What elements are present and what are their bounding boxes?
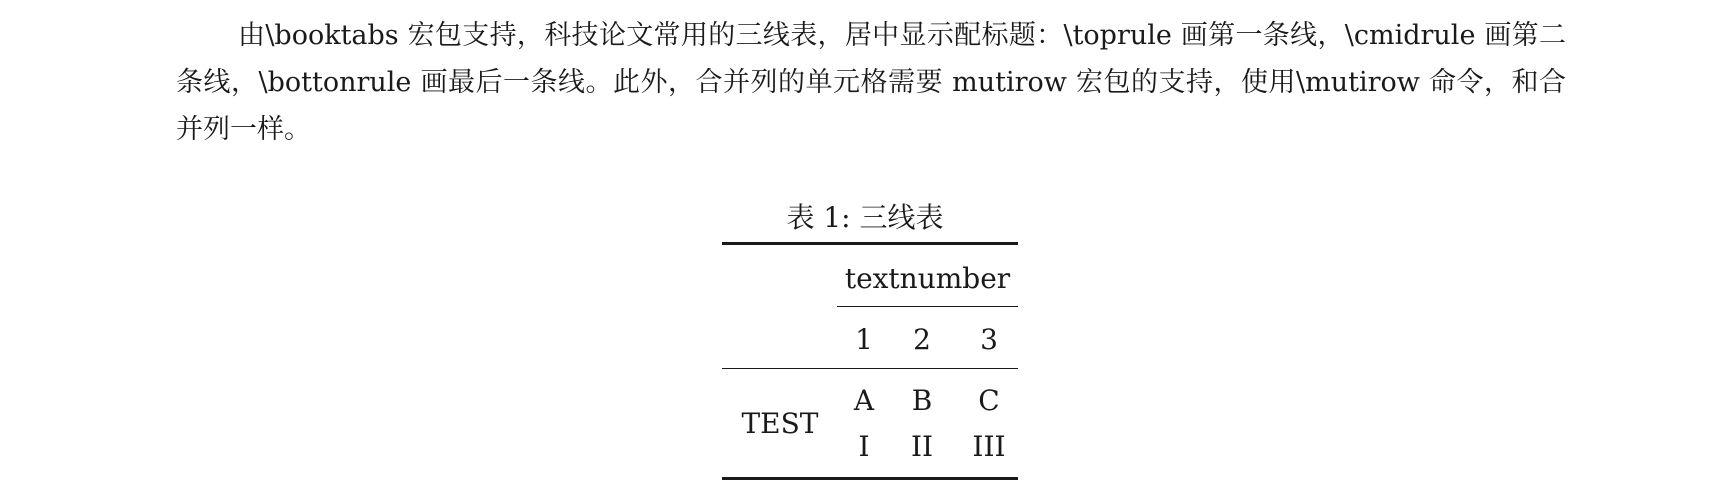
table-cell: I <box>858 430 870 463</box>
table-top-rule <box>722 242 1018 245</box>
table-caption: 表 1: 三线表 <box>786 201 944 234</box>
row-label-test: TEST <box>741 407 819 440</box>
group-header-textnumber: textnumber <box>844 262 1011 295</box>
body-paragraph: 由\booktabs 宏包支持，科技论文常用的三线表，居中显示配标题：\toprule 画第一条线，\cmidrule 画第二条线，\bottonrule 画最后一条线。此外，合并列的单元格需要 mutirow 宏包的支持，使用\mutirow 命令，和合并列一样。 <box>176 20 1566 145</box>
column-number: 1 <box>855 323 873 356</box>
table-bottom-rule <box>722 477 1018 480</box>
table-cell: C <box>978 384 1000 417</box>
table-mid-rule <box>722 368 1018 369</box>
table-cmid-rule <box>837 306 1018 307</box>
table-cell: III <box>972 430 1006 463</box>
column-number: 3 <box>980 323 998 356</box>
table-cell: II <box>910 430 934 463</box>
table-cell: B <box>911 384 933 417</box>
table-cell: A <box>853 384 875 417</box>
column-number: 2 <box>913 323 931 356</box>
